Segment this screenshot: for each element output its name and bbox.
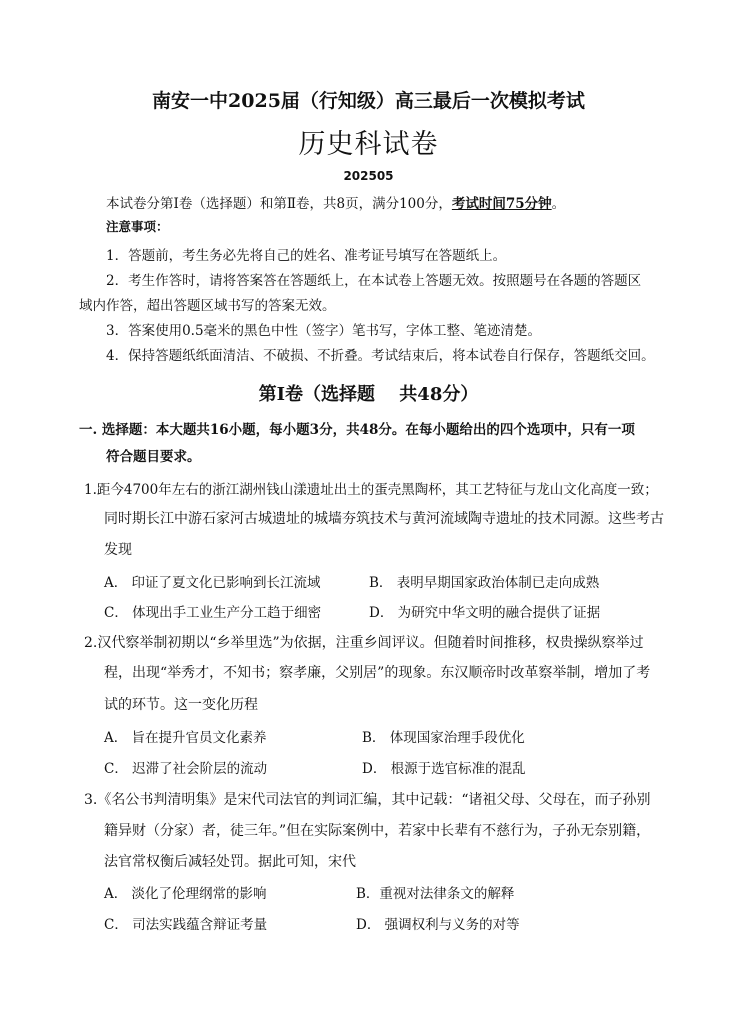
question-2-option-a[interactable]: A． 旨在提升官员文化素养 <box>104 730 267 746</box>
notice-item: 1．答题前，考生务必先将自己的姓名、准考证号填写在答题纸上。 <box>106 248 507 264</box>
question-2-option-d[interactable]: D． 根源于选官标准的混乱 <box>362 761 526 777</box>
question-3-option-a[interactable]: A． 淡化了伦理纲常的影响 <box>104 886 267 902</box>
question-3-text: 法官常权衡后减轻处罚。据此可知，宋代 <box>104 854 356 870</box>
exam-title: 南安一中2025届（行知级）高三最后一次模拟考试 <box>152 90 585 112</box>
question-2-text: 试的环节。这一变化历程 <box>104 697 258 713</box>
date-code: 202505 <box>343 169 394 183</box>
section-instruction: 一. 选择题：本大题共16小题，每小题3分，共48分。在每小题给出的四个选项中，只有一项 <box>79 422 635 438</box>
question-3-option-b[interactable]: B．重视对法律条文的解释 <box>356 886 515 902</box>
section-title: 第Ⅰ卷（选择题 共48分） <box>258 384 479 405</box>
question-3-option-c[interactable]: C． 司法实践蕴含辩证考量 <box>104 917 268 933</box>
subject-title: 历史科试卷 <box>298 129 439 160</box>
question-1-text: 1.距今4700年左右的浙江湖州钱山漾遗址出土的蛋壳黑陶杯，其工艺特征与龙山文化高度一致； <box>84 482 658 498</box>
section-instruction: 符合题目要求。 <box>106 449 201 465</box>
question-1-option-a[interactable]: A． 印证了夏文化已影响到长江流域 <box>104 575 321 591</box>
question-3-text: 3.《名公书判清明集》是宋代司法官的判词汇编，其中记载：“诸祖父母、父母在，而子孙别 <box>84 792 651 808</box>
question-1-option-c[interactable]: C． 体现出手工业生产分工趋于细密 <box>104 605 322 621</box>
intro-text: 本试卷分第Ⅰ卷（选择题）和第Ⅱ卷，共8页，满分100分， <box>106 196 452 212</box>
question-3-text: 籍异财（分家）者，徒三年。”但在实际案例中，若家中长辈有不慈行为，子孙无奈别籍， <box>104 823 651 839</box>
question-2-option-b[interactable]: B． 体现国家治理手段优化 <box>362 730 525 746</box>
notice-label: 注意事项： <box>106 219 169 234</box>
intro-end: 。 <box>551 196 566 212</box>
question-2-text: 程，出现“举秀才，不知书；察孝廉，父别居”的现象。东汉顺帝时改革察举制，增加了考 <box>104 665 651 681</box>
question-3-option-d[interactable]: D． 强调权利与义务的对等 <box>356 917 520 933</box>
notice-item: 4．保持答题纸纸面清洁、不破损、不折叠。考试结束后，将本试卷自行保存，答题纸交回。 <box>106 348 655 364</box>
question-1-option-d[interactable]: D． 为研究中华文明的融合提供了证据 <box>369 605 601 621</box>
question-1-text: 发现 <box>104 542 132 558</box>
question-1-text: 同时期长江中游石家河古城遗址的城墙夯筑技术与黄河流域陶寺遗址的技术同源。这些考古 <box>104 511 664 527</box>
question-2-text: 2.汉代察举制初期以“乡举里选”为依据，注重乡闾评议。但随着时间推移，权贵操纵察举过 <box>84 635 644 651</box>
exam-duration: 考试时间75分钟 <box>451 196 552 212</box>
intro-line <box>106 192 565 212</box>
question-1-option-b[interactable]: B． 表明早期国家政治体制已走向成熟 <box>369 575 600 591</box>
notice-item: 域内作答，超出答题区域书写的答案无效。 <box>79 298 336 314</box>
notice-item: 2．考生作答时，请将答案答在答题纸上，在本试卷上答题无效。按照题号在各题的答题区 <box>106 273 642 289</box>
notice-item: 3．答案使用0.5毫米的黑色中性（签字）笔书写，字体工整、笔迹清楚。 <box>106 323 542 339</box>
question-2-option-c[interactable]: C． 迟滞了社会阶层的流动 <box>104 761 268 777</box>
